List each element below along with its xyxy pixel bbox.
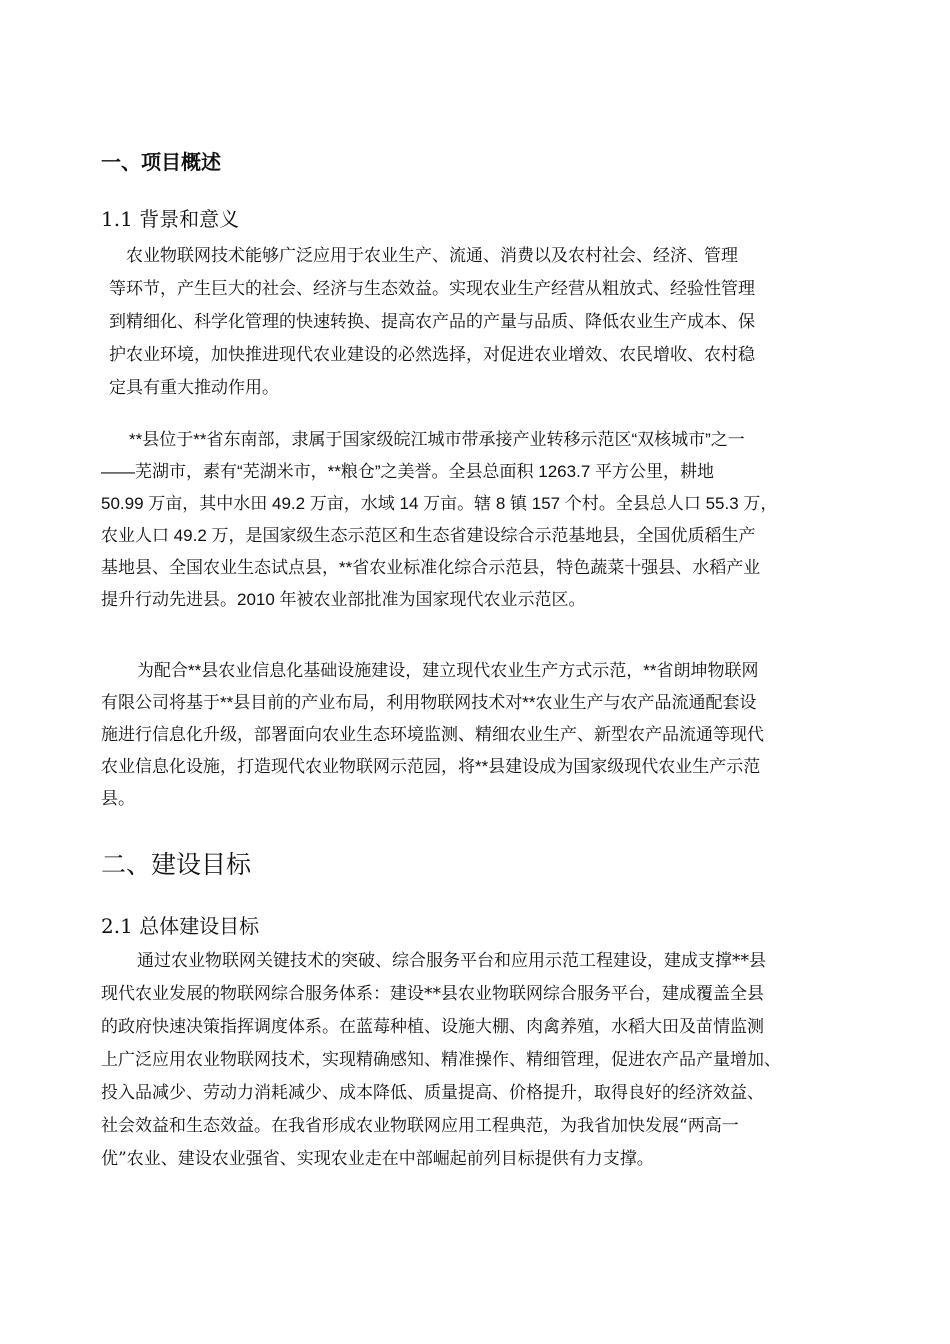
subsection-2-1-heading: 2.1 总体建设目标 (101, 914, 260, 938)
paragraph-line: 施进行信息化升级，部署面向农业生态环境监测、精细农业生产、新型农产品流通等现代 (101, 725, 764, 744)
paragraph-overall-goal (101, 945, 781, 1176)
paragraph-line: 有限公司将基于**县目前的产业布局，利用物联网技术对**农业生产与农产品流通配套设 (101, 693, 757, 712)
paragraph-line: 社会效益和生态效益。在我省形成农业物联网应用工程典范，为我省加快发展“两高一 (101, 1116, 739, 1136)
paragraph-line: 50.99 万亩，其中水田 49.2 万亩，水域 14 万亩。辖 8 镇 157 个村。全县总人口 55.3 万， (101, 494, 778, 513)
subsection-1-1-heading: 1.1 背景和意义 (101, 207, 240, 231)
paragraph-line: **县位于**省东南部，隶属于国家级皖江城市带承接产业转移示范区“双核城市”之一 (129, 430, 745, 449)
paragraph-line: 等环节，产生巨大的社会、经济与生态效益。实现农业生产经营从粗放式、经验性管理 (109, 279, 755, 299)
paragraph-line: 现代农业发展的物联网综合服务体系：建设**县农业物联网综合服务平台，建成覆盖全县 (101, 984, 764, 1004)
paragraph-line: 县。 (101, 789, 135, 808)
section-1-heading: 一、项目概述 (101, 150, 221, 174)
paragraph-line: 优”农业、建设农业强省、实现农业走在中部崛起前列目标提供有力支撑。 (101, 1149, 654, 1169)
paragraph-line: ——芜湖市，素有“芜湖米市，**粮仓”之美誉。全县总面积 1263.7 平方公里，耕地 (101, 462, 714, 481)
paragraph-line: 提升行动先进县。2010 年被农业部批准为国家现代农业示范区。 (101, 590, 586, 609)
paragraph-line: 定具有重大推动作用。 (109, 378, 279, 398)
paragraph-line: 上广泛应用农业物联网技术，实现精确感知、精准操作、精细管理，促进农产品产量增加、 (101, 1050, 781, 1070)
paragraph-county-profile (101, 424, 777, 616)
paragraph-line: 农业人口 49.2 万，是国家级生态示范区和生态省建设综合示范基地县，全国优质稻生产 (101, 526, 756, 545)
paragraph-line: 的政府快速决策指挥调度体系。在蓝莓种植、设施大棚、肉禽养殖，水稻大田及苗情监测 (101, 1017, 764, 1037)
paragraph-line: 到精细化、科学化管理的快速转换、提高农产品的产量与品质、降低农业生产成本、保 (109, 312, 755, 332)
paragraph-line: 护农业环境，加快推进现代农业建设的必然选择，对促进农业增效、农民增收、农村稳 (109, 345, 755, 365)
paragraph-company-plan (101, 655, 764, 815)
paragraph-line: 通过农业物联网关键技术的突破、综合服务平台和应用示范工程建设，建成支撑**县 (137, 951, 766, 971)
paragraph-line: 农业信息化设施，打造现代农业物联网示范园，将**县建设成为国家级现代农业生产示范 (101, 757, 761, 776)
paragraph-line: 基地县、全国农业生态试点县，**省农业标准化综合示范县，特色蔬菜十强县、水稻产业 (101, 558, 761, 577)
section-2-heading: 二、建设目标 (101, 850, 252, 879)
paragraph-background (109, 240, 755, 405)
paragraph-line: 投入品减少、劳动力消耗减少、成本降低、质量提高、价格提升，取得良好的经济效益、 (101, 1083, 764, 1103)
paragraph-line: 为配合**县农业信息化基础设施建设，建立现代农业生产方式示范，**省朗坤物联网 (137, 661, 759, 680)
paragraph-line: 农业物联网技术能够广泛应用于农业生产、流通、消费以及农村社会、经济、管理 (109, 246, 738, 266)
